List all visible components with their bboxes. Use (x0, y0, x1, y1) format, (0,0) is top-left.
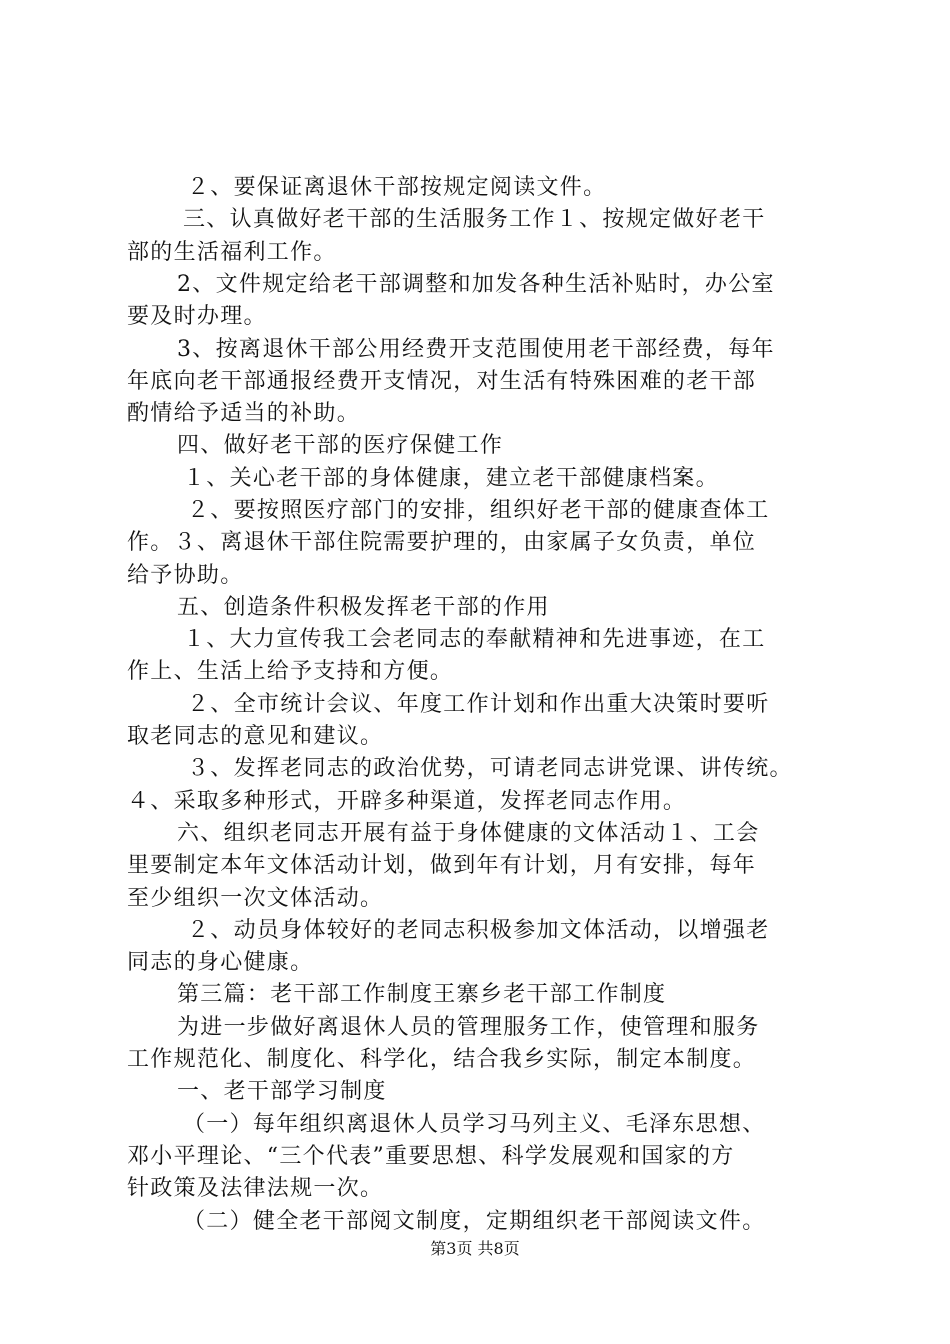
text-line: 五、创造条件积极发挥老干部的作用 (177, 595, 550, 620)
text-line: 3、按离退休干部公用经费开支范围使用老干部经费，每年 (177, 337, 775, 362)
text-line: 针政策及法律法规一次。 (127, 1176, 384, 1201)
text-line: 至少组织一次文体活动。 (127, 886, 384, 911)
text-line: 为进一步做好离退休人员的管理服务工作，使管理和服务 (177, 1015, 760, 1040)
text-line: 作上、生活上给予支持和方便。 (127, 659, 454, 684)
text-line: 部的生活福利工作。 (127, 240, 337, 265)
text-line: ２、动员身体较好的老同志积极参加文体活动，以增强老 (187, 918, 770, 943)
text-line: ２、全市统计会议、年度工作计划和作出重大决策时要听 (187, 692, 770, 717)
text-line: 年底向老干部通报经费开支情况，对生活有特殊困难的老干部 (127, 369, 757, 394)
page-number-footer: 第3页 共8页 (430, 1239, 520, 1258)
text-line: ３、发挥老同志的政治优势，可请老同志讲党课、讲传统。 (187, 756, 793, 781)
text-line: 给予协助。 (127, 563, 244, 588)
text-line: ２、要按照医疗部门的安排，组织好老干部的健康查体工 (187, 498, 770, 523)
text-line: 三、认真做好老干部的生活服务工作１、按规定做好老干 (183, 207, 766, 232)
text-line: 工作规范化、制度化、科学化，结合我乡实际，制定本制度。 (127, 1047, 757, 1072)
text-line: 邓小平理论、“三个代表”重要思想、科学发展观和国家的方 (127, 1144, 735, 1169)
text-line: １、大力宣传我工会老同志的奉献精神和先进事迹，在工 (183, 627, 766, 652)
text-line: 酌情给予适当的补助。 (127, 401, 361, 426)
text-line: ２、要保证离退休干部按规定阅读文件。 (187, 175, 607, 200)
text-line: 第三篇：老干部工作制度王寨乡老干部工作制度 (177, 982, 667, 1007)
text-line: 要及时办理。 (127, 304, 267, 329)
text-line: 里要制定本年文体活动计划，做到年有计划，月有安排，每年 (127, 853, 757, 878)
text-line: 同志的身心健康。 (127, 950, 314, 975)
text-line: 取老同志的意见和建议。 (127, 724, 384, 749)
text-line: （二）健全老干部阅文制度，定期组织老干部阅读文件。 (183, 1209, 766, 1234)
text-line: 2、文件规定给老干部调整和加发各种生活补贴时，办公室 (177, 272, 775, 297)
text-line: 作。３、离退休干部住院需要护理的，由家属子女负责，单位 (127, 530, 757, 555)
text-line: ４、采取多种形式，开辟多种渠道，发挥老同志作用。 (127, 789, 687, 814)
text-line: １、关心老干部的身体健康，建立老干部健康档案。 (183, 466, 719, 491)
text-line: 一、老干部学习制度 (177, 1079, 387, 1104)
text-line: 四、做好老干部的医疗保健工作 (177, 433, 504, 458)
text-line: （一）每年组织离退休人员学习马列主义、毛泽东思想、 (183, 1112, 766, 1137)
text-line: 六、组织老同志开展有益于身体健康的文体活动１、工会 (177, 821, 760, 846)
